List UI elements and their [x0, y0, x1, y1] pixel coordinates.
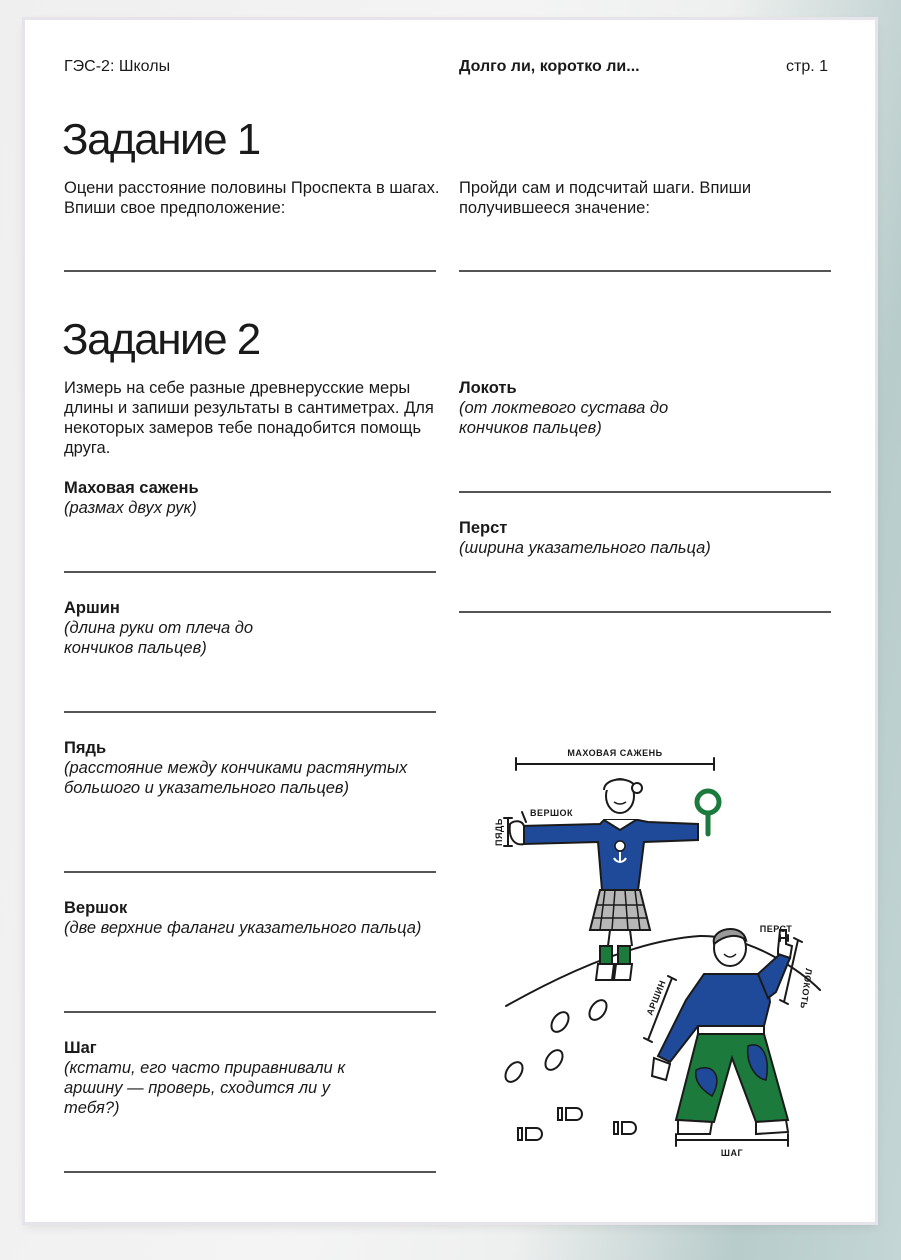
boy-figure	[652, 929, 792, 1134]
answer-line-arshin[interactable]	[64, 711, 436, 713]
answer-line-perst[interactable]	[459, 611, 831, 613]
measure-desc-vershok: (две верхние фаланги указательного пальца)	[64, 919, 422, 937]
label-perst: ПЕРСТ	[759, 924, 793, 934]
measure-label-sazhen: Маховая сажень	[64, 479, 199, 497]
measure-desc-perst: (ширина указательного пальца)	[459, 539, 711, 557]
task1-count-prompt: Пройди сам и подсчитай шаги. Впиши получившееся значение:	[459, 179, 752, 217]
measure-desc-lokot: (от локтевого сустава до кончиков пальцев)	[459, 399, 669, 437]
sazhen-bracket	[516, 758, 714, 770]
label-pyad: ПЯДЬ	[494, 818, 504, 846]
answer-line-lokot[interactable]	[459, 491, 831, 493]
measure-label-vershok: Вершок	[64, 899, 128, 917]
label-lokot: ЛОКОТЬ	[798, 967, 814, 1010]
magnifier-icon	[697, 791, 719, 834]
task1-title: Задание 1	[62, 115, 260, 164]
shag-bracket	[676, 1134, 788, 1146]
measure-label-arshin: Аршин	[64, 599, 120, 617]
label-arshin: АРШИН	[644, 978, 668, 1017]
answer-line-vershok[interactable]	[64, 1011, 436, 1013]
header-page-number: стр. 1	[786, 58, 829, 75]
label-vershok: ВЕРШОК	[530, 808, 574, 818]
measure-desc-sazhen: (размах двух рук)	[64, 499, 197, 517]
measure-label-pyad: Пядь	[64, 739, 107, 757]
task2-title: Задание 2	[62, 315, 260, 364]
answer-line-shag[interactable]	[64, 1171, 436, 1173]
measure-desc-pyad: (расстояние между кончиками растянутых большого и указательного пальцев)	[64, 759, 408, 797]
answer-line-sazhen[interactable]	[64, 571, 436, 573]
measure-label-shag: Шаг	[64, 1039, 97, 1057]
label-sazhen: МАХОВАЯ САЖЕНЬ	[567, 748, 663, 758]
answer-line-pyad[interactable]	[64, 871, 436, 873]
measures-illustration	[480, 740, 840, 1160]
task1-count-answer-line[interactable]	[459, 270, 831, 272]
label-shag: ШАГ	[720, 1148, 744, 1158]
footprints	[502, 997, 636, 1140]
measure-label-lokot: Локоть	[459, 379, 517, 397]
task2-intro: Измерь на себе разные древнерусские меры длины и запиши результаты в сантиметрах. Для некоторых замеров тебе понадобится помощь друга.	[64, 379, 434, 457]
measure-desc-arshin: (длина руки от плеча до кончиков пальцев)	[64, 619, 254, 657]
measure-desc-shag: (кстати, его часто приравнивали к аршину — проверь, сходится ли у тебя?)	[64, 1059, 346, 1117]
task1-estimate-prompt: Оцени расстояние половины Проспекта в шагах. Впиши свое предположение:	[64, 179, 440, 217]
task1-estimate-answer-line[interactable]	[64, 270, 436, 272]
header-series: ГЭС-2: Школы	[64, 58, 171, 75]
measure-label-perst: Перст	[459, 519, 508, 537]
header-title: Долго ли, коротко ли...	[459, 58, 640, 75]
vershok-bracket	[522, 812, 526, 822]
